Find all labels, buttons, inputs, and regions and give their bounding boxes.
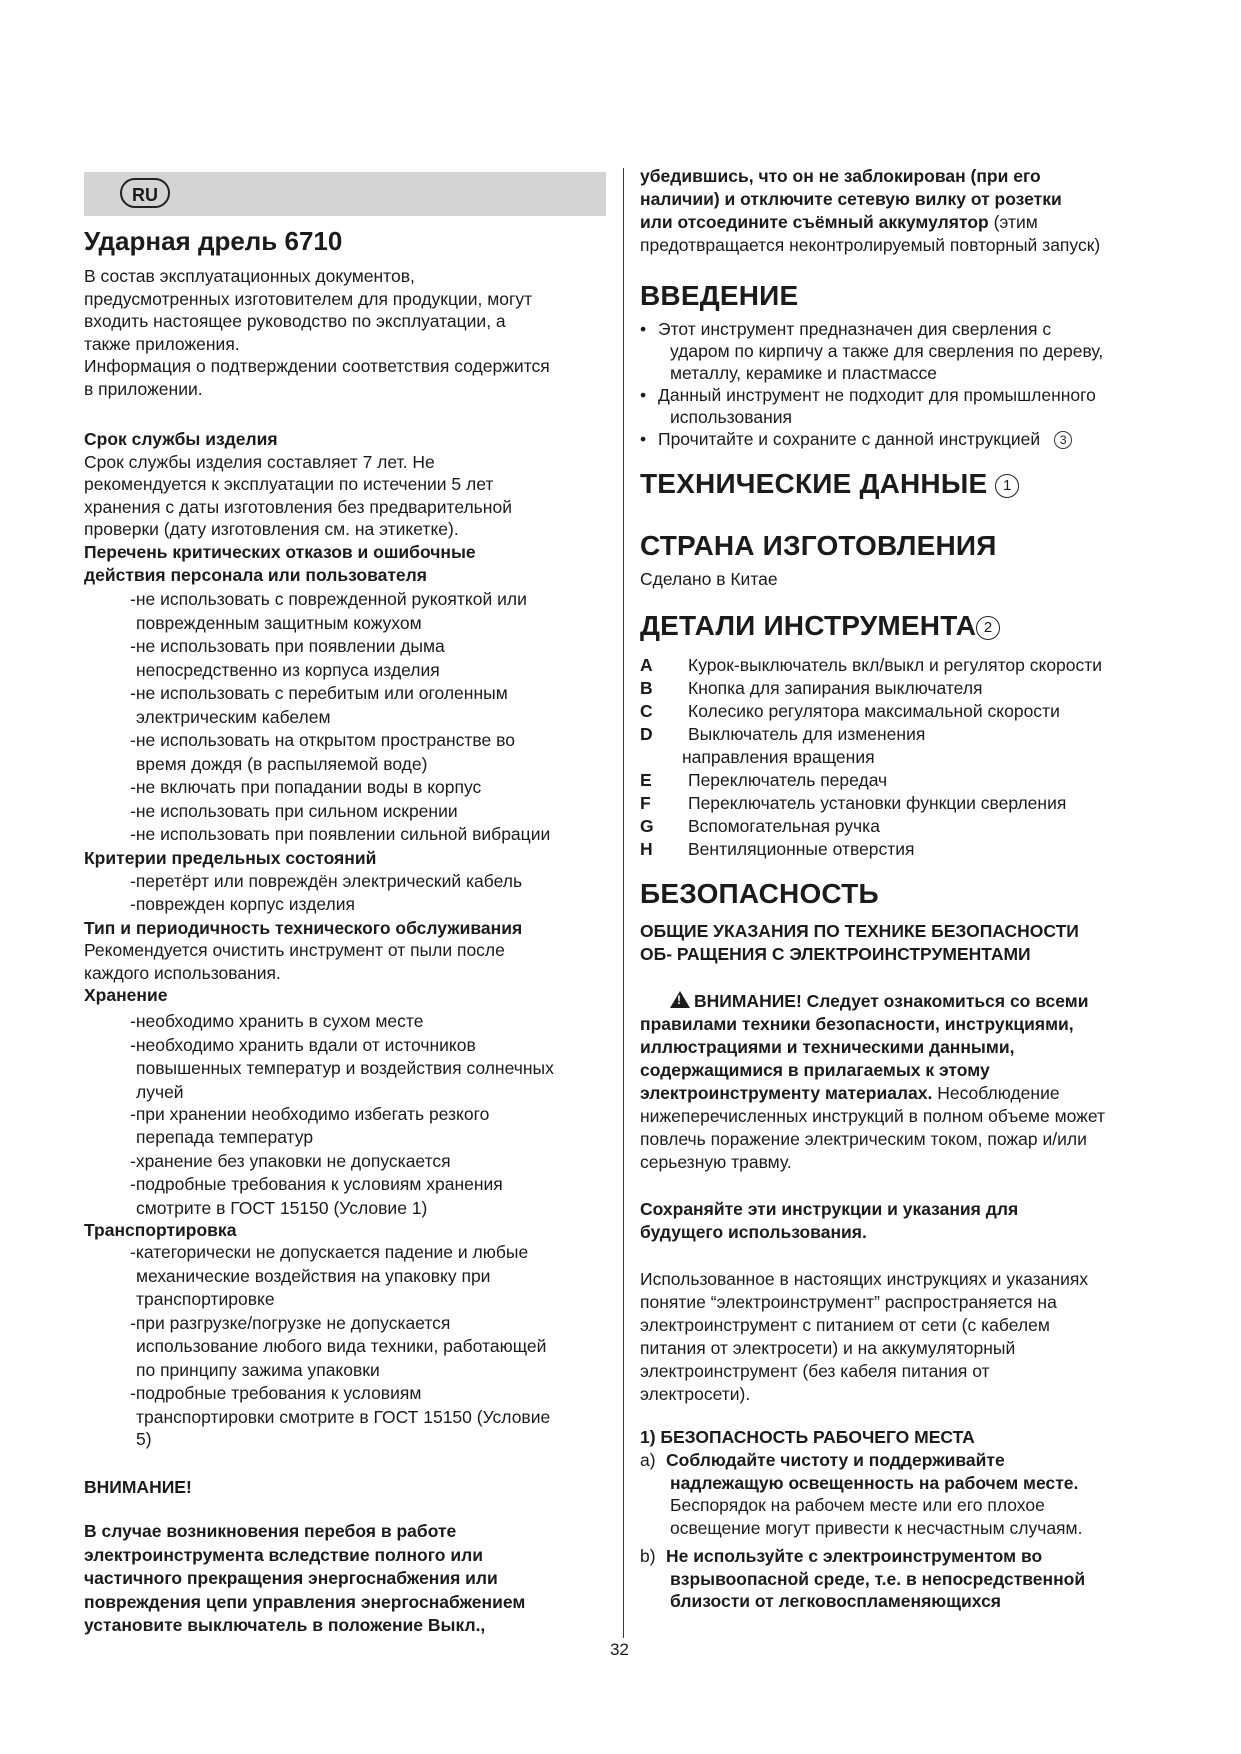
intro-heading: ВВЕДЕНИЕ <box>640 280 799 311</box>
attention-paragraph <box>84 1520 624 1638</box>
part-text: Переключатель установки функции сверления <box>688 793 1067 813</box>
list-item: -не использовать при сильном искрении <box>130 800 458 821</box>
item-b-bold: Не используйте с электроинструментом во <box>666 1546 1043 1566</box>
continuation-line: предотвращается неконтролируемый повторный запуск) <box>640 235 1101 255</box>
list-item: использование любого вида техники, работающей <box>136 1336 547 1356</box>
item-b-line <box>640 1545 1180 1568</box>
part-row <box>640 746 1180 769</box>
intro-line: Информация о подтверждении соответствия содержится <box>84 356 550 376</box>
list-item: -не использовать при появлении дыма <box>130 636 445 656</box>
list-item: -подробные требования к условиям <box>130 1383 422 1403</box>
part-row <box>640 700 1180 723</box>
figure-ref-3: 3 <box>1054 431 1072 449</box>
list-item: -подробные требования к условиям хранения <box>130 1174 503 1194</box>
list-item: -при хранении необходимо избегать резкого <box>130 1103 490 1124</box>
storage-heading: Хранение <box>84 985 168 1005</box>
item-b-bold: взрывоопасной среде, т.е. в непосредственной <box>670 1568 1086 1589</box>
service-life-heading: Срок службы изделия <box>84 429 278 449</box>
list-item: транспортировки смотрите в ГОСТ 15150 (Условие <box>136 1406 551 1427</box>
safety-subheading-line: ОБЩИЕ УКАЗАНИЯ ПО ТЕХНИКЕ БЕЗОПАСНОСТИ <box>640 921 1079 941</box>
attention-line: электроинструмента вследствие полного или <box>84 1544 483 1565</box>
list-item: -не использовать на открытом пространстве во <box>130 730 515 750</box>
term-paragraph <box>640 1268 1180 1406</box>
part-letter: B <box>640 678 653 698</box>
part-letter <box>640 746 682 769</box>
list-item: -не использовать с перебитым или оголенным <box>130 683 508 703</box>
service-life-line: проверки (дату изготовления см. на этикетке). <box>84 519 459 539</box>
bullet-line: использования <box>670 407 792 427</box>
attention-line: В случае возникновения перебоя в работе <box>84 1521 457 1541</box>
item-b-bold: близости от легковоспламеняющихся <box>670 1591 1002 1611</box>
maintenance-heading: Тип и периодичность технического обслуживания <box>84 917 523 938</box>
page-title: Ударная дрель 6710 <box>84 226 343 256</box>
bullet-line: • Данный инструмент не подходит для промышленного <box>658 385 1096 405</box>
warning-normal: Несоблюдение <box>932 1083 1060 1103</box>
attention-line: частичного прекращения энергоснабжения или <box>84 1568 498 1588</box>
limits-section <box>84 847 644 1007</box>
list-item: -категорически не допускается падение и любые <box>130 1242 529 1262</box>
tech-data-heading-text: ТЕХНИЧЕСКИЕ ДАННЫЕ <box>640 468 988 499</box>
part-letter: F <box>640 793 651 813</box>
part-row <box>640 654 1180 677</box>
safety-heading: БЕЗОПАСНОСТЬ <box>640 878 879 909</box>
continuation-paragraph <box>640 165 1180 257</box>
service-life-line: рекомендуется к эксплуатации по истечении 5 лет <box>84 474 494 494</box>
part-text: Курок-выключатель вкл/выкл и регулятор скорости <box>688 655 1103 675</box>
attention-label: ВНИМАНИЕ! <box>84 1477 192 1497</box>
part-row <box>640 838 1180 861</box>
intro-line: предусмотренных изготовителем для продукции, могут <box>84 288 533 309</box>
item-a-bold: надлежащую освещенность на рабочем месте. <box>670 1472 1079 1493</box>
warning-line: правилами техники безопасности, инструкциями, <box>640 1014 1074 1034</box>
term-line: Использованное в настоящих инструкциях и указаниях <box>640 1269 1089 1289</box>
part-text: Переключатель передач <box>688 770 888 790</box>
item-a <box>640 1449 1180 1539</box>
parts-list <box>640 654 1180 861</box>
bullet-item <box>640 384 1180 428</box>
term-line: электроинструмент (без кабеля питания от <box>640 1361 990 1381</box>
list-item: -не использовать с поврежденной рукояткой или <box>130 589 527 609</box>
part-letter: E <box>640 770 652 790</box>
bullet-line: металлу, керамике и пластмассе <box>670 363 938 383</box>
safety-subheading <box>640 920 1180 966</box>
term-line: понятие “электроинструмент” распространяется на <box>640 1292 1057 1312</box>
warning-line <box>640 1082 1180 1105</box>
warning-line: повлечь поражение электрическим током, пожар и/или <box>640 1129 1087 1149</box>
list-item: смотрите в ГОСТ 15150 (Условие 1) <box>136 1197 428 1218</box>
language-badge: RU <box>120 178 170 208</box>
part-letter: H <box>640 839 653 859</box>
list-item: -при разгрузке/погрузке не допускается <box>130 1312 451 1333</box>
list-item: -необходимо хранить вдали от источников <box>130 1034 476 1055</box>
warning-line: нижеперечисленных инструкций в полном объеме может <box>640 1106 1106 1126</box>
warning-line: содержащимися в прилагаемых к этому <box>640 1060 990 1080</box>
failures-heading: Перечень критических отказов и ошибочные <box>84 541 476 562</box>
attention-line: установите выключатель в положение Выкл., <box>84 1615 486 1635</box>
list-item: непосредственно из корпуса изделия <box>136 659 440 680</box>
warning-line <box>640 990 1180 1013</box>
warning-bold: электроинструменту материалах. <box>640 1083 933 1103</box>
part-letter: C <box>640 701 653 721</box>
part-text: Вспомогательная ручка <box>688 816 880 836</box>
country-heading: СТРАНА ИЗГОТОВЛЕНИЯ <box>640 530 997 561</box>
list-item: -хранение без упаковки не допускается <box>130 1150 451 1171</box>
part-row <box>640 677 1180 700</box>
intro-line: входить настоящее руководство по эксплуатации, а <box>84 311 506 331</box>
list-item: -не использовать при появлении сильной вибрации <box>130 824 551 844</box>
list-item: перепада температур <box>136 1127 314 1147</box>
list-item: повышенных температур и воздействия солнечных <box>136 1058 554 1078</box>
bullet-item <box>640 428 1180 450</box>
bullet-line: ударом по кирпичу а также для сверления по дереву, <box>670 341 1104 361</box>
keep-line: будущего использования. <box>640 1221 867 1242</box>
intro-paragraph <box>84 265 624 400</box>
part-text: Кнопка для запирания выключателя <box>688 678 983 698</box>
part-text: направления вращения <box>682 747 875 767</box>
warning-line: иллюстрациями и техническими данными, <box>640 1037 1015 1057</box>
term-line: электросети). <box>640 1384 751 1404</box>
term-line: питания от электросети) и на аккумуляторный <box>640 1338 1016 1358</box>
list-item: по принципу зажима упаковки <box>136 1359 380 1380</box>
list-item: -поврежден корпус изделия <box>130 894 355 914</box>
list-item: 5) <box>136 1429 152 1449</box>
service-life-line: хранения с даты изготовления без предварительной <box>84 496 512 517</box>
figure-ref-2: 2 <box>976 616 1000 640</box>
country-text: Сделано в Китае <box>640 569 778 589</box>
intro-line: В состав эксплуатационных документов, <box>84 266 415 286</box>
safety-subheading-line: ОБ- РАЩЕНИЯ С ЭЛЕКТРОИНСТРУМЕНТАМИ <box>640 944 1031 964</box>
limits-heading: Критерии предельных состояний <box>84 848 377 868</box>
bullet-item <box>640 318 1180 384</box>
warning-line: серьезную травму. <box>640 1152 792 1172</box>
warning-icon <box>670 991 690 1008</box>
service-life-line: Срок службы изделия составляет 7 лет. Не <box>84 451 435 472</box>
list-item: -перетёрт или повреждён электрический кабель <box>130 870 523 891</box>
transport-heading: Транспортировка <box>84 1219 237 1240</box>
service-life-section <box>84 428 624 588</box>
failures-list <box>84 588 624 847</box>
part-letter: A <box>640 655 653 675</box>
part-row <box>640 769 1180 792</box>
parts-heading <box>640 610 1000 642</box>
part-letter: G <box>640 816 654 836</box>
item-a-text: освещение могут привести к несчастным случаям. <box>670 1517 1083 1538</box>
keep-line: Сохраняйте эти инструкции и указания для <box>640 1199 1019 1219</box>
part-row <box>640 815 1180 838</box>
continuation-normal: (этим <box>988 212 1038 232</box>
list-item: поврежденным защитным кожухом <box>136 612 422 633</box>
item-a-label: a) <box>640 1450 656 1470</box>
language-band <box>84 172 606 216</box>
part-text: Выключатель для изменения <box>688 724 926 744</box>
continuation-line: убедившись, что он не заблокирован (при его <box>640 166 1041 186</box>
warning-paragraph <box>640 990 1180 1174</box>
figure-ref-1: 1 <box>995 474 1019 498</box>
keep-instructions <box>640 1198 1180 1243</box>
list-item: лучей <box>136 1081 184 1102</box>
warning-text: ВНИМАНИЕ! Следует ознакомиться со всеми <box>694 991 1089 1011</box>
list-item: транспортировке <box>136 1289 275 1309</box>
maintenance-line: каждого использования. <box>84 962 281 983</box>
item-a-text: Беспорядок на рабочем месте или его плохое <box>670 1495 1045 1515</box>
attention-line: повреждения цепи управления энергоснабжением <box>84 1591 526 1612</box>
part-text: Вентиляционные отверстия <box>688 839 915 859</box>
item-a-line <box>640 1449 1180 1472</box>
bullet-line: • Этот инструмент предназначен дия сверления с <box>658 319 1052 339</box>
list-item: -не включать при попадании воды в корпус <box>130 777 482 797</box>
storage-list <box>84 1010 644 1449</box>
continuation-line: наличии) и отключите сетевую вилку от розетки <box>640 189 1062 209</box>
intro-line: в приложении. <box>84 378 203 399</box>
part-text: Колесико регулятора максимальной скорости <box>688 701 1060 721</box>
workplace-heading: 1) БЕЗОПАСНОСТЬ РАБОЧЕГО МЕСТА <box>640 1427 975 1447</box>
parts-heading-text: ДЕТАЛИ ИНСТРУМЕНТА <box>640 610 977 641</box>
part-letter: D <box>640 724 653 744</box>
term-line: электроинструмент с питанием от сети (с кабелем <box>640 1315 1050 1335</box>
list-item: время дождя (в распыляемой воде) <box>136 753 428 774</box>
continuation-line <box>640 211 1180 234</box>
list-item: электрическим кабелем <box>136 706 331 727</box>
intro-bullets <box>640 318 1180 450</box>
item-b <box>640 1545 1180 1613</box>
tech-data-heading <box>640 468 1019 500</box>
intro-line: также приложения. <box>84 333 240 354</box>
page-number: 32 <box>610 1640 629 1659</box>
list-item: механические воздействия на упаковку при <box>136 1265 491 1286</box>
bullet-line: Прочитайте и сохраните с данной инструкцией <box>658 429 1041 449</box>
continuation-bold: или отсоедините съёмный аккумулятор <box>640 212 989 232</box>
part-row <box>640 792 1180 815</box>
part-row <box>640 723 1180 746</box>
item-a-bold: Соблюдайте чистоту и поддерживайте <box>666 1450 1005 1470</box>
list-item: -необходимо хранить в сухом месте <box>130 1011 424 1031</box>
maintenance-line: Рекомендуется очистить инструмент от пыли после <box>84 940 505 960</box>
failures-heading: действия персонала или пользователя <box>84 565 427 585</box>
item-b-label: b) <box>640 1546 656 1566</box>
